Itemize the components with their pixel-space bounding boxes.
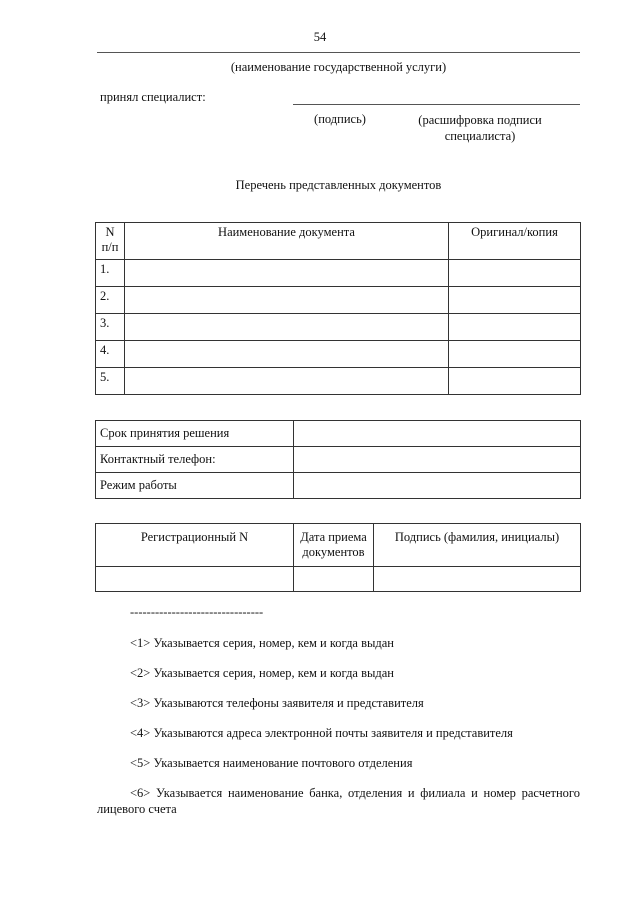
document-name-cell[interactable] bbox=[125, 314, 449, 341]
footnote-6: <6> Указывается наименование банка, отделения и филиала и номер расчетного лицевого счета bbox=[97, 786, 580, 816]
document-name-cell[interactable] bbox=[125, 341, 449, 368]
row-number: 2. bbox=[96, 287, 125, 314]
signature-header: Подпись (фамилия, инициалы) bbox=[374, 524, 581, 567]
row-number: 3. bbox=[96, 314, 125, 341]
original-copy-cell[interactable] bbox=[449, 368, 581, 395]
footnote-2: <2> Указывается серия, номер, кем и когда выдан bbox=[130, 666, 394, 680]
documents-header-row bbox=[96, 223, 581, 260]
row-number: 1. bbox=[96, 260, 125, 287]
row-number: 5. bbox=[96, 368, 125, 395]
row-number: 4. bbox=[96, 341, 125, 368]
page-number: 54 bbox=[313, 30, 327, 44]
original-copy-cell[interactable] bbox=[449, 260, 581, 287]
service-name-line bbox=[97, 52, 580, 53]
documents-title: Перечень представленных документов bbox=[235, 178, 442, 192]
decision-term-label: Срок принятия решения bbox=[96, 421, 294, 447]
registration-number-cell[interactable] bbox=[96, 567, 294, 592]
col-original-copy-header: Оригинал/копия bbox=[449, 223, 581, 260]
documents-table bbox=[95, 222, 581, 395]
contact-phone-value[interactable] bbox=[294, 447, 581, 473]
document-name-cell[interactable] bbox=[125, 260, 449, 287]
table-row bbox=[96, 341, 581, 368]
receipt-date-cell[interactable] bbox=[294, 567, 374, 592]
document-name-cell[interactable] bbox=[125, 287, 449, 314]
footnote-3: <3> Указываются телефоны заявителя и представителя bbox=[130, 696, 424, 710]
footnote-separator: -------------------------------- bbox=[130, 605, 264, 619]
terms-table bbox=[95, 420, 581, 499]
receipt-date-header: Дата приема документов bbox=[294, 524, 374, 567]
table-row bbox=[96, 368, 581, 395]
table-row bbox=[96, 567, 581, 592]
table-row bbox=[96, 314, 581, 341]
signature-cell[interactable] bbox=[374, 567, 581, 592]
work-hours-label: Режим работы bbox=[96, 473, 294, 499]
original-copy-cell[interactable] bbox=[449, 287, 581, 314]
original-copy-cell[interactable] bbox=[449, 314, 581, 341]
decision-term-value[interactable] bbox=[294, 421, 581, 447]
registration-table bbox=[95, 523, 581, 592]
registration-number-header: Регистрационный N bbox=[96, 524, 294, 567]
table-row bbox=[96, 447, 581, 473]
table-row bbox=[96, 421, 581, 447]
signature-line bbox=[293, 104, 580, 105]
col-name-header: Наименование документа bbox=[125, 223, 449, 260]
contact-phone-label: Контактный телефон: bbox=[96, 447, 294, 473]
table-row bbox=[96, 473, 581, 499]
footnote-5: <5> Указывается наименование почтового отделения bbox=[130, 756, 413, 770]
service-caption: (наименование государственной услуги) bbox=[230, 60, 447, 74]
signature-caption: (подпись) bbox=[314, 112, 366, 126]
table-row bbox=[96, 287, 581, 314]
document-name-cell[interactable] bbox=[125, 368, 449, 395]
footnote-1: <1> Указывается серия, номер, кем и когда выдан bbox=[130, 636, 394, 650]
accepted-by-label: принял специалист: bbox=[100, 90, 206, 104]
footnote-4: <4> Указываются адреса электронной почты заявителя и представителя bbox=[130, 726, 513, 740]
work-hours-value[interactable] bbox=[294, 473, 581, 499]
registration-header-row bbox=[96, 524, 581, 567]
signature-decode-caption: (расшифровка подписи специалиста) bbox=[418, 113, 542, 143]
original-copy-cell[interactable] bbox=[449, 341, 581, 368]
table-row bbox=[96, 260, 581, 287]
col-number-header: N п/п bbox=[96, 223, 125, 260]
